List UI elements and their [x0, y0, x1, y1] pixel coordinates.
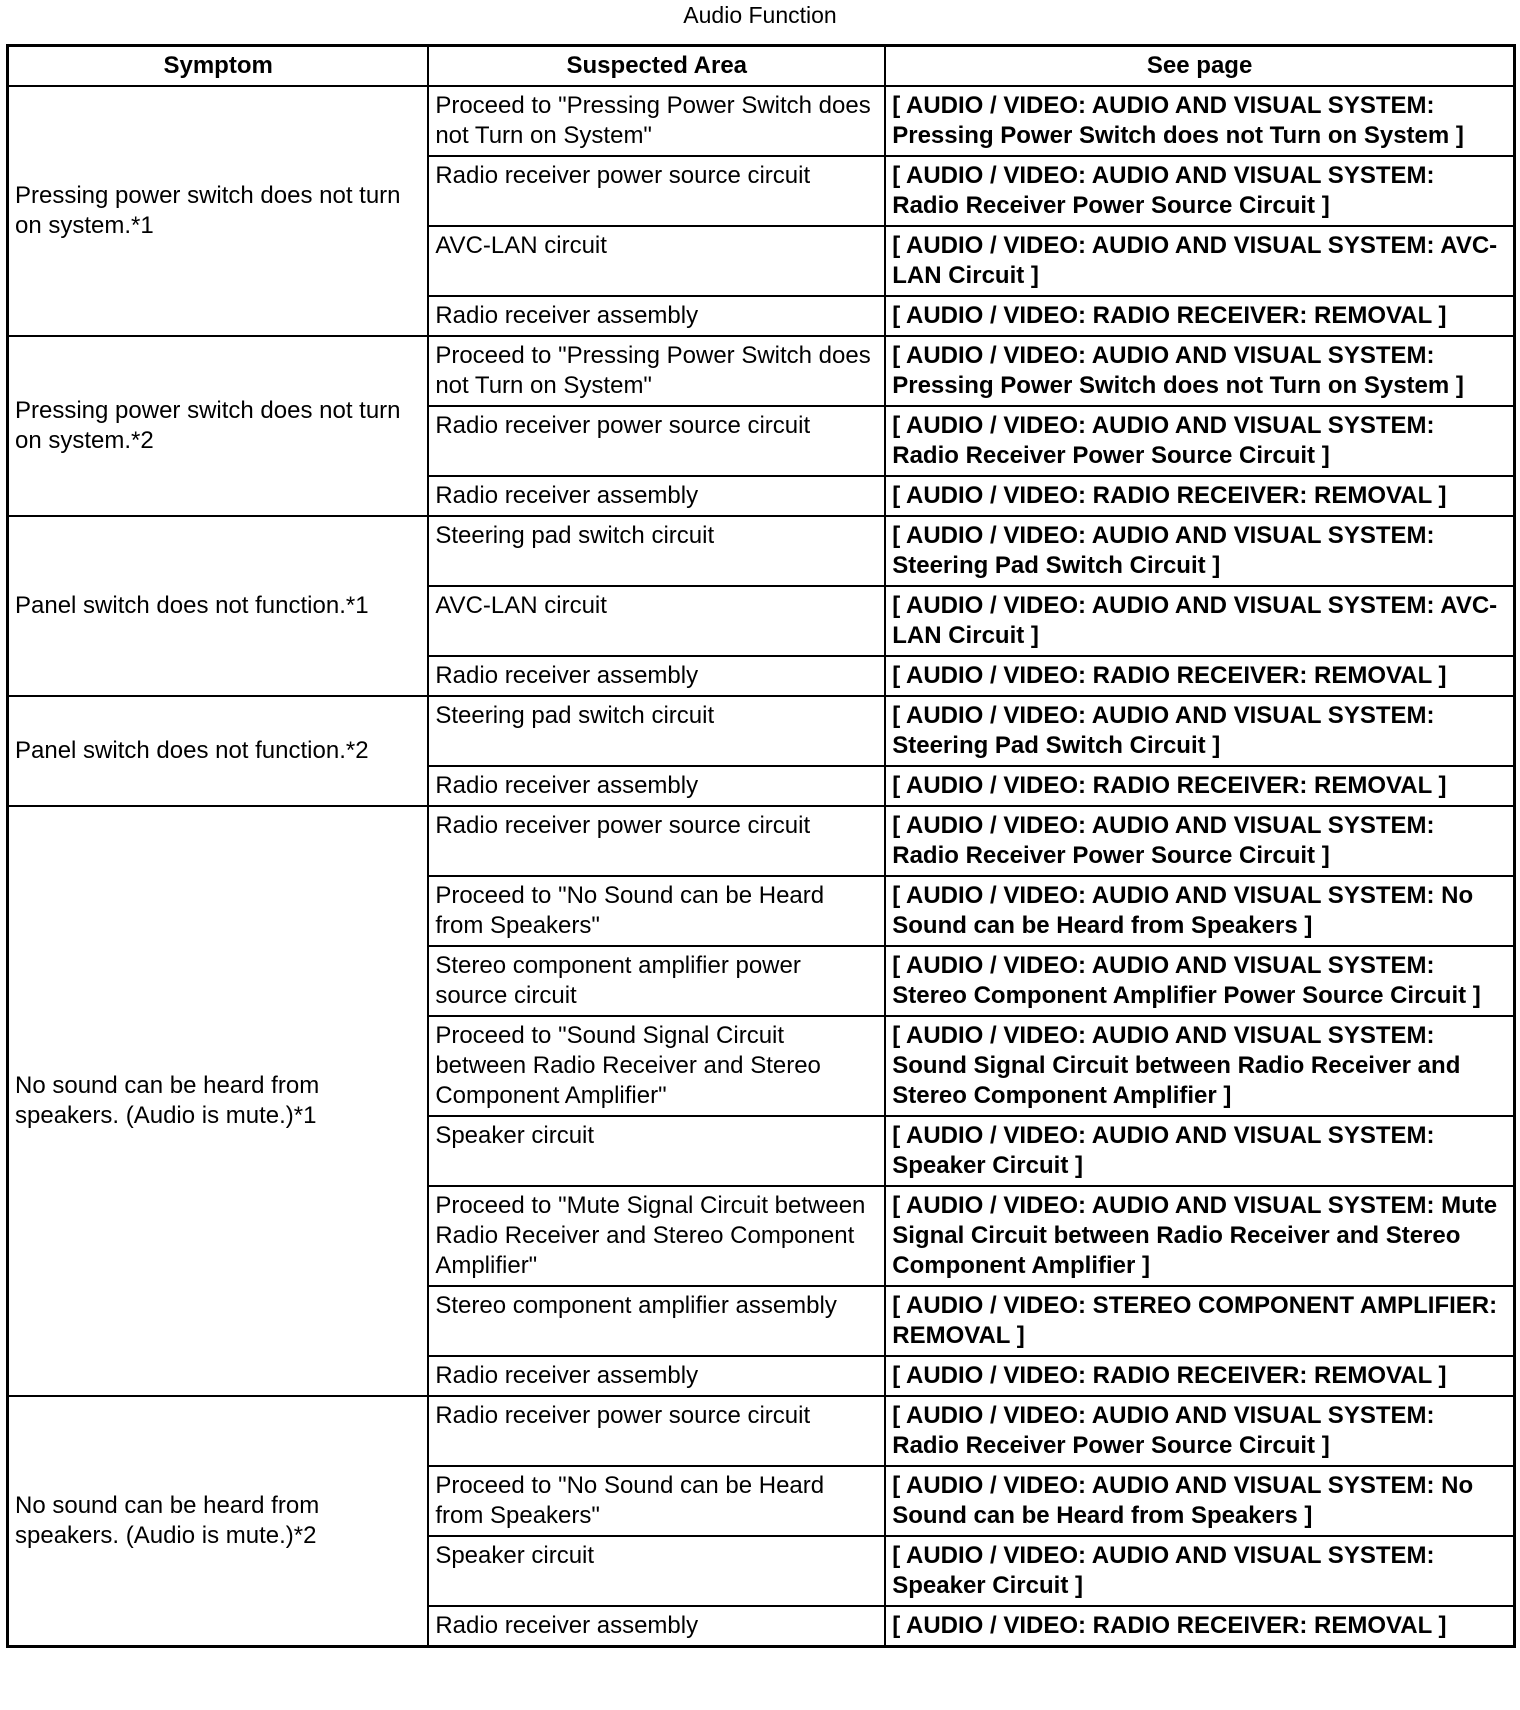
suspected-area-cell: AVC-LAN circuit [428, 226, 885, 296]
symptom-cell: Panel switch does not function.*2 [8, 696, 429, 806]
suspected-area-cell: Proceed to "Pressing Power Switch does not Turn on System" [428, 86, 885, 156]
see-page-link[interactable]: [ AUDIO / VIDEO: AUDIO AND VISUAL SYSTEM: Steering Pad Switch Circuit ] [885, 696, 1514, 766]
see-page-link[interactable]: [ AUDIO / VIDEO: AUDIO AND VISUAL SYSTEM: Pressing Power Switch does not Turn on System ] [885, 86, 1514, 156]
see-page-link[interactable]: [ AUDIO / VIDEO: AUDIO AND VISUAL SYSTEM: Sound Signal Circuit between Radio Receiver and Stereo Component Amplifier ] [885, 1016, 1514, 1116]
suspected-area-cell: Stereo component amplifier assembly [428, 1286, 885, 1356]
suspected-area-cell: Radio receiver power source circuit [428, 156, 885, 226]
suspected-area-cell: AVC-LAN circuit [428, 586, 885, 656]
see-page-link[interactable]: [ AUDIO / VIDEO: AUDIO AND VISUAL SYSTEM: Radio Receiver Power Source Circuit ] [885, 1396, 1514, 1466]
see-page-link[interactable]: [ AUDIO / VIDEO: RADIO RECEIVER: REMOVAL ] [885, 476, 1514, 516]
see-page-link[interactable]: [ AUDIO / VIDEO: STEREO COMPONENT AMPLIFIER: REMOVAL ] [885, 1286, 1514, 1356]
see-page-link[interactable]: [ AUDIO / VIDEO: AUDIO AND VISUAL SYSTEM: Speaker Circuit ] [885, 1116, 1514, 1186]
suspected-area-cell: Radio receiver assembly [428, 1356, 885, 1396]
see-page-link[interactable]: [ AUDIO / VIDEO: RADIO RECEIVER: REMOVAL ] [885, 1606, 1514, 1647]
see-page-link[interactable]: [ AUDIO / VIDEO: AUDIO AND VISUAL SYSTEM: Stereo Component Amplifier Power Source Circuit ] [885, 946, 1514, 1016]
suspected-area-cell: Radio receiver assembly [428, 296, 885, 336]
see-page-link[interactable]: [ AUDIO / VIDEO: RADIO RECEIVER: REMOVAL ] [885, 296, 1514, 336]
see-page-link[interactable]: [ AUDIO / VIDEO: AUDIO AND VISUAL SYSTEM: Pressing Power Switch does not Turn on System ] [885, 336, 1514, 406]
see-page-link[interactable]: [ AUDIO / VIDEO: AUDIO AND VISUAL SYSTEM: AVC-LAN Circuit ] [885, 226, 1514, 296]
suspected-area-cell: Radio receiver assembly [428, 656, 885, 696]
see-page-link[interactable]: [ AUDIO / VIDEO: AUDIO AND VISUAL SYSTEM: Mute Signal Circuit between Radio Receiver and Stereo Component Amplifier ] [885, 1186, 1514, 1286]
see-page-link[interactable]: [ AUDIO / VIDEO: AUDIO AND VISUAL SYSTEM: Radio Receiver Power Source Circuit ] [885, 406, 1514, 476]
table-row [8, 1396, 1515, 1466]
suspected-area-cell: Radio receiver power source circuit [428, 406, 885, 476]
table-caption: Audio Function [683, 2, 837, 28]
see-page-link[interactable]: [ AUDIO / VIDEO: AUDIO AND VISUAL SYSTEM: Radio Receiver Power Source Circuit ] [885, 806, 1514, 876]
see-page-link[interactable]: [ AUDIO / VIDEO: RADIO RECEIVER: REMOVAL ] [885, 656, 1514, 696]
suspected-area-cell: Speaker circuit [428, 1536, 885, 1606]
see-page-link[interactable]: [ AUDIO / VIDEO: AUDIO AND VISUAL SYSTEM: AVC-LAN Circuit ] [885, 586, 1514, 656]
table-row [8, 516, 1515, 586]
suspected-area-cell: Radio receiver assembly [428, 476, 885, 516]
see-page-link[interactable]: [ AUDIO / VIDEO: AUDIO AND VISUAL SYSTEM: Steering Pad Switch Circuit ] [885, 516, 1514, 586]
symptom-cell: No sound can be heard from speakers. (Audio is mute.)*2 [8, 1396, 429, 1647]
suspected-area-cell: Radio receiver power source circuit [428, 1396, 885, 1466]
table-row [8, 696, 1515, 766]
see-page-link[interactable]: [ AUDIO / VIDEO: AUDIO AND VISUAL SYSTEM: No Sound can be Heard from Speakers ] [885, 876, 1514, 946]
see-page-link[interactable]: [ AUDIO / VIDEO: AUDIO AND VISUAL SYSTEM: No Sound can be Heard from Speakers ] [885, 1466, 1514, 1536]
see-page-link[interactable]: [ AUDIO / VIDEO: AUDIO AND VISUAL SYSTEM: Speaker Circuit ] [885, 1536, 1514, 1606]
see-page-link[interactable]: [ AUDIO / VIDEO: RADIO RECEIVER: REMOVAL ] [885, 1356, 1514, 1396]
symptom-cell: Pressing power switch does not turn on system.*2 [8, 336, 429, 516]
header-row [8, 46, 1515, 87]
header-suspected-area: Suspected Area [428, 46, 885, 87]
table-row [8, 806, 1515, 876]
audio-function-table [6, 44, 1516, 1648]
symptom-cell: Panel switch does not function.*1 [8, 516, 429, 696]
table-body [8, 86, 1515, 1647]
suspected-area-cell: Proceed to "Mute Signal Circuit between Radio Receiver and Stereo Component Amplifier" [428, 1186, 885, 1286]
see-page-link[interactable]: [ AUDIO / VIDEO: RADIO RECEIVER: REMOVAL ] [885, 766, 1514, 806]
table-row [8, 86, 1515, 156]
header-see-page: See page [885, 46, 1514, 87]
suspected-area-cell: Proceed to "Sound Signal Circuit between Radio Receiver and Stereo Component Amplifier" [428, 1016, 885, 1116]
suspected-area-cell: Stereo component amplifier power source circuit [428, 946, 885, 1016]
header-symptom: Symptom [8, 46, 429, 87]
suspected-area-cell: Radio receiver power source circuit [428, 806, 885, 876]
suspected-area-cell: Steering pad switch circuit [428, 516, 885, 586]
suspected-area-cell: Radio receiver assembly [428, 1606, 885, 1647]
table-row [8, 336, 1515, 406]
suspected-area-cell: Proceed to "No Sound can be Heard from Speakers" [428, 876, 885, 946]
symptom-cell: Pressing power switch does not turn on system.*1 [8, 86, 429, 336]
suspected-area-cell: Proceed to "Pressing Power Switch does not Turn on System" [428, 336, 885, 406]
symptom-cell: No sound can be heard from speakers. (Audio is mute.)*1 [8, 806, 429, 1396]
see-page-link[interactable]: [ AUDIO / VIDEO: AUDIO AND VISUAL SYSTEM: Radio Receiver Power Source Circuit ] [885, 156, 1514, 226]
suspected-area-cell: Proceed to "No Sound can be Heard from Speakers" [428, 1466, 885, 1536]
suspected-area-cell: Speaker circuit [428, 1116, 885, 1186]
suspected-area-cell: Radio receiver assembly [428, 766, 885, 806]
suspected-area-cell: Steering pad switch circuit [428, 696, 885, 766]
